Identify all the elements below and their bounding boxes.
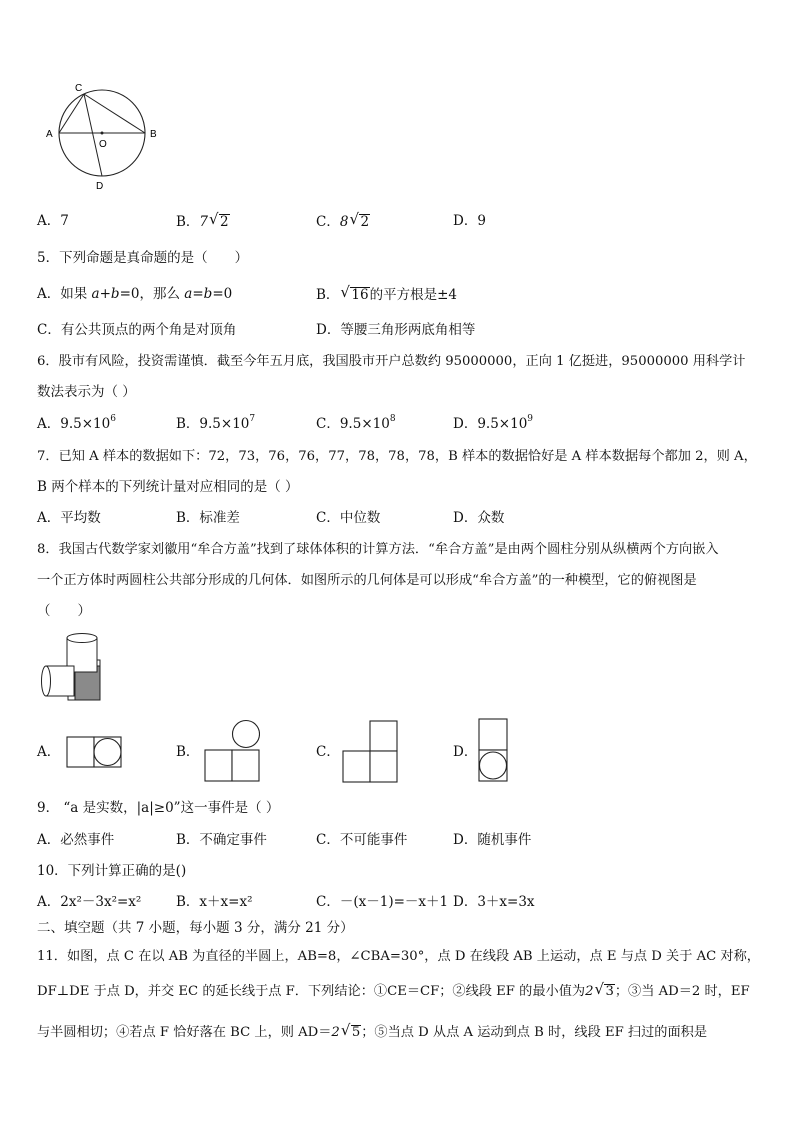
- q6-option-a: A．$9.5\times 10^6$: [37, 414, 116, 432]
- q6-line-2: 数法表示为（ ）: [37, 384, 136, 400]
- q8-option-c-label: C．: [316, 744, 340, 760]
- section-title: 二、填空题（共 7 小题，每小题 3 分，满分 21 分）: [37, 920, 354, 936]
- q9-option-c: C．不可能事件: [316, 832, 408, 848]
- q9-option-b: B．不确定事件: [176, 832, 267, 848]
- q5-stem: 5．下列命题是真命题的是（ ）: [37, 250, 249, 266]
- q11-line-3: 与半圆相切；④若点 F 恰好落在 BC 上，则 AD＝2√ 5；⑤当点 D 从点 A 运动到点 B 时，线段 EF 扫过的面积是: [37, 1025, 707, 1040]
- q10-option-c: C．－(x－1)=－x＋1: [316, 894, 449, 910]
- label-b: B: [150, 129, 157, 140]
- label-d: D: [96, 181, 104, 190]
- q4-option-a: A．7: [37, 213, 69, 229]
- label-o: O: [99, 139, 107, 150]
- chord-cd: [84, 94, 102, 176]
- q4-circle-figure: [40, 78, 170, 190]
- label-c: C: [75, 83, 83, 94]
- q11-line-1: 11．如图，点 C 在以 AB 为直径的半圆上，AB=8，∠CBA=30°，点 D 在线段 AB 上运动，点 E 与点 D 关于 AC 对称，: [37, 949, 760, 964]
- q8-option-a-view: [66, 736, 122, 768]
- q10-option-d: D．3＋x=3x: [453, 894, 535, 910]
- sqrt-symbol: √ 16: [341, 287, 369, 303]
- q10-option-a: A．2x²－3x²=x²: [37, 894, 142, 910]
- q10-option-b: B．x＋x=x²: [176, 894, 253, 910]
- q5-option-b: B．√ 16的平方根是±4: [316, 287, 457, 303]
- sqrt-symbol: √ 2: [350, 214, 370, 230]
- q4-option-b: B．7√ 2: [176, 214, 230, 230]
- q6-option-c: C．$9.5\times 10^8$: [316, 414, 396, 432]
- q11-line-2: DF⊥DE 于点 D，并交 EC 的延长线于点 F．下列结论：①CE＝CF；②线段 EF 的最小值为2√ 3；③当 AD＝2 时，EF: [37, 984, 750, 999]
- q8-option-b-view: [204, 719, 260, 783]
- q8-option-d-view: [478, 718, 508, 783]
- q7-line-2: B 两个样本的下列统计量对应相同的是（ ）: [37, 479, 299, 495]
- q8-option-b-label: B．: [176, 744, 200, 760]
- q8-option-c-view: [342, 720, 398, 783]
- sqrt-symbol: √ 3: [595, 984, 614, 999]
- q6-line-1: 6．股市有风险，投资需谨慎．截至今年五月底，我国股市开户总数约 95000000，正向 1 亿挺进，95000000 用科学计: [37, 354, 746, 369]
- q8-line-3: （ ）: [37, 603, 91, 619]
- q5-option-d: D．等腰三角形两底角相等: [316, 322, 476, 338]
- q8-model-figure: [38, 632, 104, 704]
- q8-option-a-label: A．: [37, 744, 61, 760]
- q7-option-c: C．中位数: [316, 510, 381, 526]
- q9-stem: 9． “a 是实数，|a|≥0”这一事件是（ ）: [37, 800, 280, 816]
- q7-line-1: 7．已知 A 样本的数据如下：72，73，76，76，77，78，78，78，B 样本的数据恰好是 A 样本数据每个都加 2，则 A，: [37, 449, 757, 464]
- q5-option-c: C．有公共顶点的两个角是对顶角: [37, 322, 237, 338]
- q8-line-2: 一个正方体时两圆柱公共部分形成的几何体．如图所示的几何体是可以形成“牟合方盖”的一种模型，它的俯视图是: [37, 573, 697, 588]
- chord-cb: [84, 94, 145, 133]
- q5-option-a: A．如果 a+b=0，那么 a=b=0: [37, 286, 233, 302]
- center-point: [101, 132, 104, 135]
- q8-line-1: 8．我国古代数学家刘徽用“牟合方盖”找到了球体体积的计算方法．“牟合方盖”是由两个圆柱分别从纵横两个方向嵌入: [37, 542, 719, 557]
- q10-stem: 10．下列计算正确的是(): [37, 863, 187, 879]
- sqrt-symbol: √ 2: [210, 214, 230, 230]
- q4-option-d: D．9: [453, 213, 486, 229]
- q6-option-d: D．$9.5\times 10^9$: [453, 414, 534, 432]
- q8-option-d-label: D．: [453, 744, 478, 760]
- q7-option-d: D．众数: [453, 510, 505, 526]
- q9-option-a: A．必然事件: [37, 832, 115, 848]
- q7-option-a: A．平均数: [37, 510, 101, 526]
- q4-option-c: C．8√ 2: [316, 214, 370, 230]
- q9-option-d: D．随机事件: [453, 832, 532, 848]
- q7-option-b: B．标准差: [176, 510, 240, 526]
- label-a: A: [46, 129, 53, 140]
- chord-ca: [59, 94, 84, 133]
- q6-option-b: B．$9.5\times 10^7$: [176, 414, 256, 432]
- sqrt-symbol: √ 5: [342, 1025, 361, 1040]
